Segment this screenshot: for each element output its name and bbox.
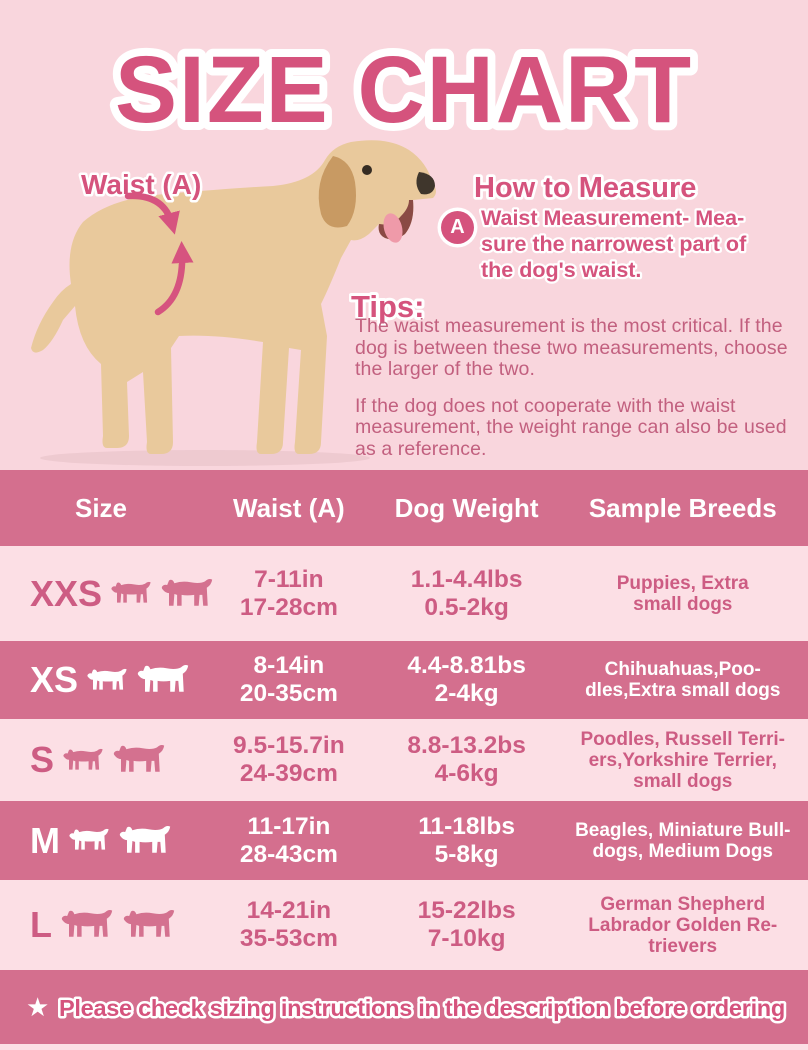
waist-range-cm: 17-28cm (239, 593, 338, 621)
header-breeds: Sample Breeds (588, 492, 777, 523)
arrow-up-icon (158, 252, 182, 312)
measure-line-3: the dog's waist. (481, 258, 642, 282)
table-row-m (0, 801, 808, 880)
waist-range-cm: 24-39cm (239, 760, 338, 787)
waist-range: 8-14in (253, 652, 325, 679)
table-row-s (0, 719, 808, 801)
waist-range-cm: 28-43cm (239, 840, 338, 868)
dog-icon (62, 747, 104, 774)
measure-a-badge (441, 211, 474, 244)
table-header-row (0, 470, 808, 546)
weight-range-kg: 7-10kg (427, 925, 506, 952)
arrow-down-icon (128, 196, 172, 224)
header-size: Size (74, 492, 128, 523)
measure-a-badge-letter: A (450, 216, 465, 238)
weight-range: 4.4-8.81bs (407, 652, 526, 679)
waist-range-cm: 20-35cm (239, 680, 338, 707)
breeds-line: small dogs (633, 593, 733, 615)
tips-body (355, 316, 808, 460)
header-waist: Waist (A) (233, 492, 345, 523)
footer-text: Please check sizing instructions in the description before ordering (59, 995, 786, 1021)
dog-icon (136, 663, 190, 697)
bottom-strip (0, 1044, 808, 1050)
breeds-line: German Shepherd (600, 893, 766, 915)
waist-label-text: Waist (A) (81, 169, 202, 200)
breeds-line: Chihuahuas,Poo- (604, 659, 761, 680)
waist-range-cm: 35-53cm (239, 925, 338, 952)
dog-icon (118, 824, 172, 858)
weight-range-kg: 5-8kg (434, 840, 499, 868)
size-table (0, 470, 808, 970)
tips-paragraph-1: The waist measurement is the most critical. If the dog is between these two measurements, choose the larger of the two. (355, 315, 788, 380)
size-label: M (30, 819, 60, 861)
footer-notice (0, 970, 808, 1044)
measure-line-1: Waist Measurement- Mea- (481, 206, 745, 230)
waist-range: 7-11in (254, 565, 324, 593)
breeds-line: ers,Yorkshire Terrier, (588, 749, 777, 771)
footer-text-svg (57, 985, 797, 1029)
breeds-line: dogs, Medium Dogs (592, 840, 773, 862)
dog-eye (362, 165, 372, 175)
dog-icon (122, 908, 176, 942)
weight-range-kg: 4-6kg (434, 760, 499, 787)
header-weight: Dog Weight (394, 492, 539, 523)
weight-range-kg: 2-4kg (434, 680, 499, 707)
dog-nose (416, 172, 435, 194)
waist-measurement-paragraph (479, 203, 808, 287)
breeds-line: Poodles, Russell Terri- (580, 728, 785, 750)
size-label: S (30, 739, 55, 780)
table-row-xxs (0, 546, 808, 641)
star-icon: ★ (26, 991, 50, 1022)
waist-measure-arrows (100, 188, 230, 328)
size-label: XS (30, 659, 79, 700)
weight-range: 1.1-4.4lbs (410, 565, 523, 593)
breeds-line: Beagles, Miniature Bull- (575, 819, 791, 841)
waist-range: 14-21in (246, 897, 332, 924)
dog-icon (112, 743, 166, 777)
dog-icon (110, 580, 152, 607)
waist-range: 9.5-15.7in (233, 732, 345, 759)
weight-range: 11-18lbs (418, 812, 515, 840)
size-label: XXS (30, 572, 103, 614)
tips-paragraph-2: If the dog does not cooperate with the waist measurement, the weight range can also be used as a reference. (355, 394, 787, 460)
page-title (19, 26, 789, 144)
measure-line-2: sure the narrowest part of (481, 232, 747, 256)
breeds-line: Puppies, Extra (616, 572, 749, 594)
tips-heading-text: Tips: (351, 289, 425, 324)
page-title-text: SIZE CHART (115, 37, 693, 143)
dog-icon (86, 667, 128, 694)
dog-shadow (40, 450, 370, 466)
table-row-xs (0, 641, 808, 719)
breeds-line: Labrador Golden Re- (588, 914, 778, 936)
weight-range: 15-22lbs (417, 897, 516, 924)
breeds-line: dles,Extra small dogs (585, 680, 781, 701)
size-label: L (30, 904, 52, 945)
weight-range-kg: 0.5-2kg (424, 593, 509, 621)
table-row-l (0, 880, 808, 970)
how-to-measure-heading-text: How to Measure (474, 172, 697, 204)
weight-range: 8.8-13.2bs (407, 732, 526, 759)
breeds-line: trievers (648, 935, 718, 957)
dog-icon (68, 827, 110, 854)
breeds-line: small dogs (633, 770, 733, 792)
waist-range: 11-17in (247, 812, 331, 840)
dog-icon (60, 908, 114, 942)
